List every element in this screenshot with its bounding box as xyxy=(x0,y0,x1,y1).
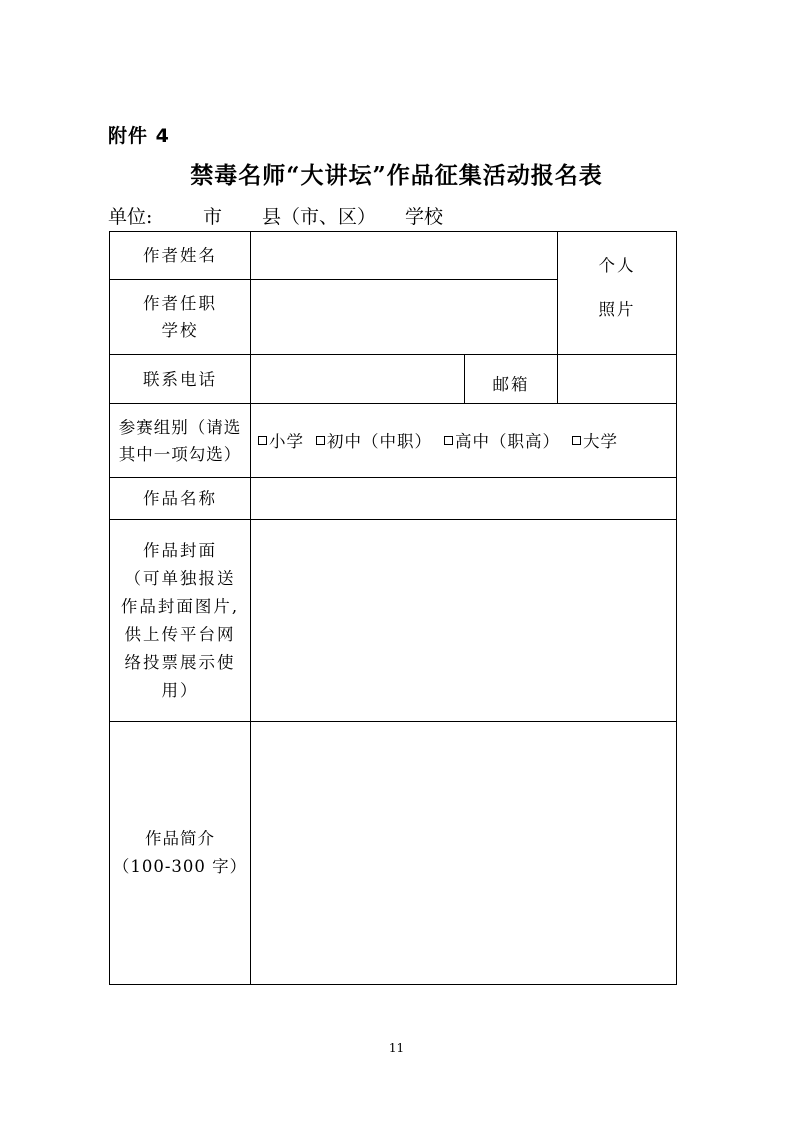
photo-text-2: 照片 xyxy=(598,300,636,319)
cover-label xyxy=(110,520,250,721)
checkbox-icon[interactable] xyxy=(572,436,581,445)
attachment-label: 附件 4 xyxy=(108,125,170,147)
intro-text-1: 作品简介 xyxy=(145,829,215,848)
unit-city: 市 xyxy=(203,206,223,228)
intro-input[interactable] xyxy=(251,722,676,984)
author-name-text: 作者姓名 xyxy=(143,246,217,265)
author-name-label xyxy=(110,232,250,279)
option-junior[interactable] xyxy=(316,428,432,452)
group-label xyxy=(110,404,250,477)
checkbox-icon[interactable] xyxy=(444,436,453,445)
unit-label: 单位: xyxy=(108,206,153,228)
email-label xyxy=(465,355,557,403)
photo-box[interactable] xyxy=(558,232,676,354)
author-school-input[interactable] xyxy=(251,280,557,354)
cover-upload-area[interactable] xyxy=(251,520,676,721)
cover-text-6: 用） xyxy=(161,680,199,700)
work-name-text: 作品名称 xyxy=(143,489,217,508)
author-name-input[interactable] xyxy=(251,232,557,279)
intro-text-2: （100-300 字） xyxy=(112,857,248,876)
option-university-label: 大学 xyxy=(583,432,618,451)
option-primary[interactable] xyxy=(258,428,304,452)
email-text: 邮箱 xyxy=(492,374,530,394)
phone-text: 联系电话 xyxy=(143,369,217,389)
option-senior[interactable] xyxy=(444,428,560,452)
table-border-right xyxy=(676,231,677,985)
cover-text-3: 作品封面图片, xyxy=(120,596,240,616)
work-name-input[interactable] xyxy=(251,478,676,519)
unit-county: 县（市、区） xyxy=(262,206,377,228)
option-junior-label: 初中（中职） xyxy=(327,432,432,451)
author-school-text-2: 学校 xyxy=(161,321,199,340)
checkbox-icon[interactable] xyxy=(258,436,267,445)
group-options xyxy=(258,403,630,477)
form-title: 禁毒名师“大讲坛”作品征集活动报名表 xyxy=(190,162,603,189)
photo-text-1: 个人 xyxy=(598,256,636,275)
phone-label xyxy=(110,355,250,403)
table-border-bottom xyxy=(109,984,677,985)
option-primary-label: 小学 xyxy=(269,432,304,451)
email-input[interactable] xyxy=(558,355,676,403)
checkbox-icon[interactable] xyxy=(316,436,325,445)
cover-text-1: 作品封面 xyxy=(143,540,217,560)
group-text-2: 其中一项勾选） xyxy=(118,444,242,464)
work-name-label xyxy=(110,478,250,519)
unit-school: 学校 xyxy=(405,206,444,228)
option-university[interactable] xyxy=(572,428,618,452)
group-text-1: 参赛组别（请选 xyxy=(118,417,242,437)
cover-text-4: 供上传平台网 xyxy=(124,624,236,644)
intro-label xyxy=(110,722,250,984)
phone-input[interactable] xyxy=(251,355,464,403)
cover-text-2: （可单独报送 xyxy=(124,568,236,588)
page-number: 11 xyxy=(388,1041,405,1055)
author-school-label xyxy=(110,280,250,354)
option-senior-label: 高中（职高） xyxy=(455,432,560,451)
cover-text-5: 络投票展示使 xyxy=(124,652,236,672)
author-school-text-1: 作者任职 xyxy=(143,294,217,313)
